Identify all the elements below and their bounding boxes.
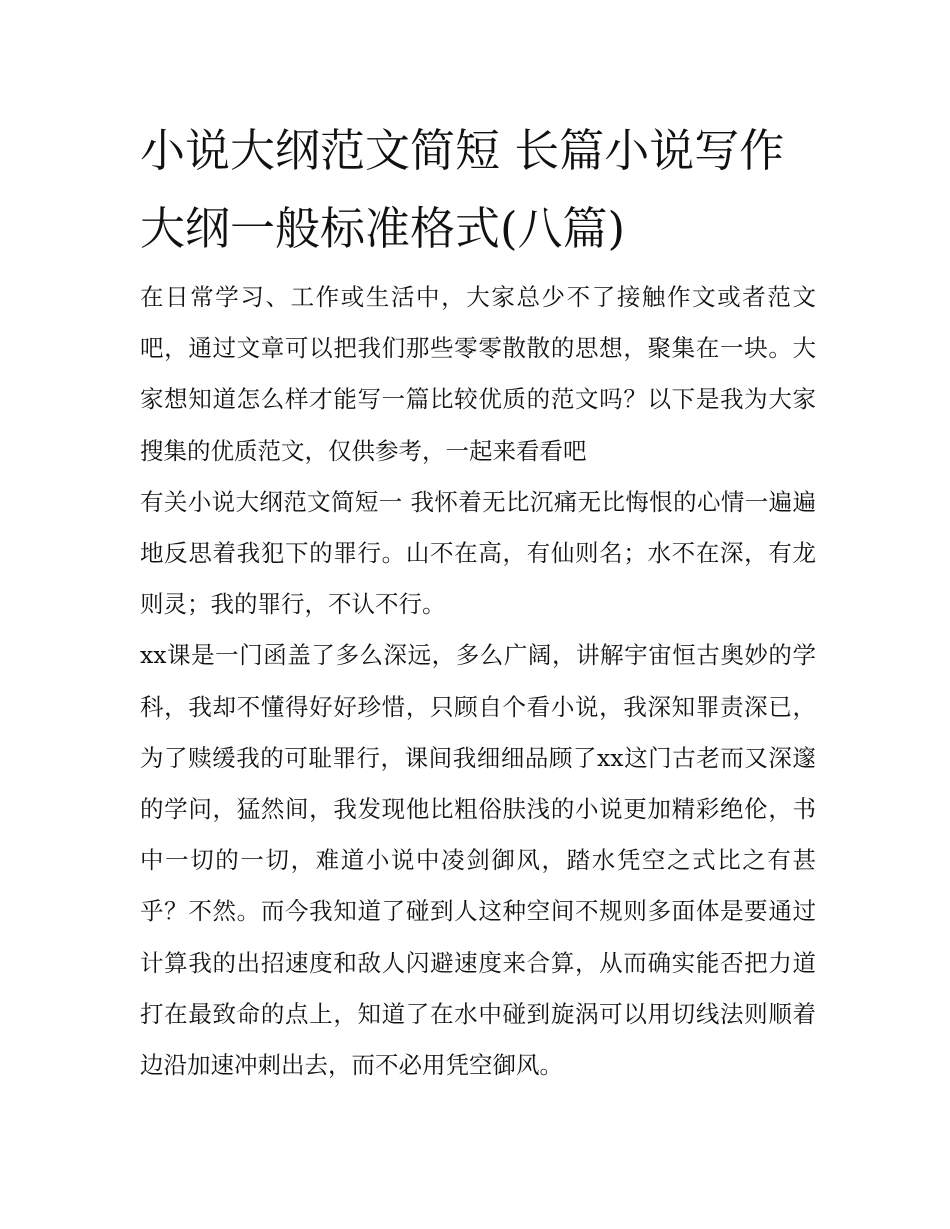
paragraph-intro: 在日常学习、工作或生活中，大家总少不了接触作文或者范文吧，通过文章可以把我们那些零零散散的思想，聚集在一块。大家想知道怎么样才能写一篇比较优质的范文吗？以下是我为大家搜集的优质范文，仅供参考，一起来看看吧	[140, 283, 816, 465]
document-title: 小说大纲范文简短 长篇小说写作大纲一般标准格式(八篇)	[140, 124, 785, 255]
paragraph-section-two: xx课是一门函盖了多么深远，多么广阔，讲解宇宙恒古奥妙的学科，我却不懂得好好珍惜，只顾自个看小说，我深知罪责深已，为了赎缓我的可耻罪行，课间我细细品顾了xx这门古老而又深邃的学问，猛然间，我发现他比粗俗肤浅的小说更加精彩绝伦，书中一切的一切，难道小说中凌剑御风，踏水凭空之式比之有甚乎？不然。而今我知道了碰到人这种空间不规则多面体是要通过计算我的出招速度和敌人闪避速度来合算，从而确实能否把力道打在最致命的点上，知道了在水中碰到旋涡可以用切线法则顺着边沿加速冲刺出去，而不必用凭空御风。	[140, 641, 816, 1080]
document-body	[140, 272, 816, 1091]
paragraph-section-one: 有关小说大纲范文简短一 我怀着无比沉痛无比悔恨的心情一遍遍地反思着我犯下的罪行。山不在高，有仙则名；水不在深，有龙则灵；我的罪行，不认不行。	[140, 487, 816, 619]
